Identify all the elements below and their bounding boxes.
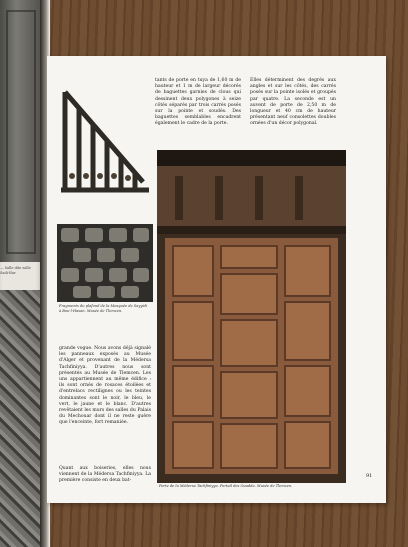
door-caption: Porte de la Médersa Tachfiniyya. Portail des Ouadda. Musée de Tlemcen. — [159, 484, 293, 488]
paragraph: Elles déterminent des degrés aux angles et sur les côtés, des carrés posés sur la pointe isolés et groupés par quatre. La seconde est un auvent de porte de 2,50 m de longueur et 40 cm de hauteur présentant neuf consolettes doubles ornées d'un décor polygonal. — [250, 78, 336, 127]
paragraph: grande vogue. Nous avons déjà signalé les panneaux exposés au Musée d'Alger et provenant de la Médersa Tachfiniyya. D'autres nous sont présentés au Musée de Tlemcen. Les uns appartiennent au même édifice : ils sont ornés de rosaces étoilées et d'entrelacs rectilignes ou les teintes dominantes sont le noir, le bleu, le vert, le jaune et le blanc. D'autres revêtaient les murs des salles du Palais du Mechouar dont il ne reste guère que l'enceinte, fort remaniée. — [59, 346, 151, 426]
wooden-grille-photo — [59, 72, 151, 206]
page-number: 91 — [366, 473, 373, 479]
left-page-photo-top — [0, 0, 40, 262]
paragraph: tants de porte en tuya de 1,60 m de hauteur et 1 m de largeur décorés de baguettes garnies de clous qui dessinent deux polygones à seize côtés séparés par trois carrés posés sur la pointe et soudés. Des baguettes semblables encadrent également le cadre de la porte. — [155, 78, 241, 127]
text-column-1 — [155, 78, 241, 128]
text-column-bottom — [59, 346, 151, 427]
paragraph: Quant aux boiseries, elles nous viennent de la Médersa Tachfiniyya. La première consiste en deux bat- — [59, 466, 151, 484]
carved-ceiling-fragment-photo — [57, 224, 153, 302]
left-facing-page — [0, 0, 44, 547]
left-page-caption: — Salle dite salle Sadi-Ifar. — [0, 266, 31, 275]
text-column-2 — [250, 78, 336, 128]
carved-wooden-door-photo — [157, 150, 346, 483]
left-page-photo-bottom — [0, 290, 40, 547]
right-page — [47, 56, 386, 503]
panel-caption: Fragments du plafond de la Mosquée de Sayyidi à Bou-l-Hasan. Musée de Tlemcen. — [59, 304, 148, 313]
text-column-bottom-2 — [59, 466, 151, 485]
